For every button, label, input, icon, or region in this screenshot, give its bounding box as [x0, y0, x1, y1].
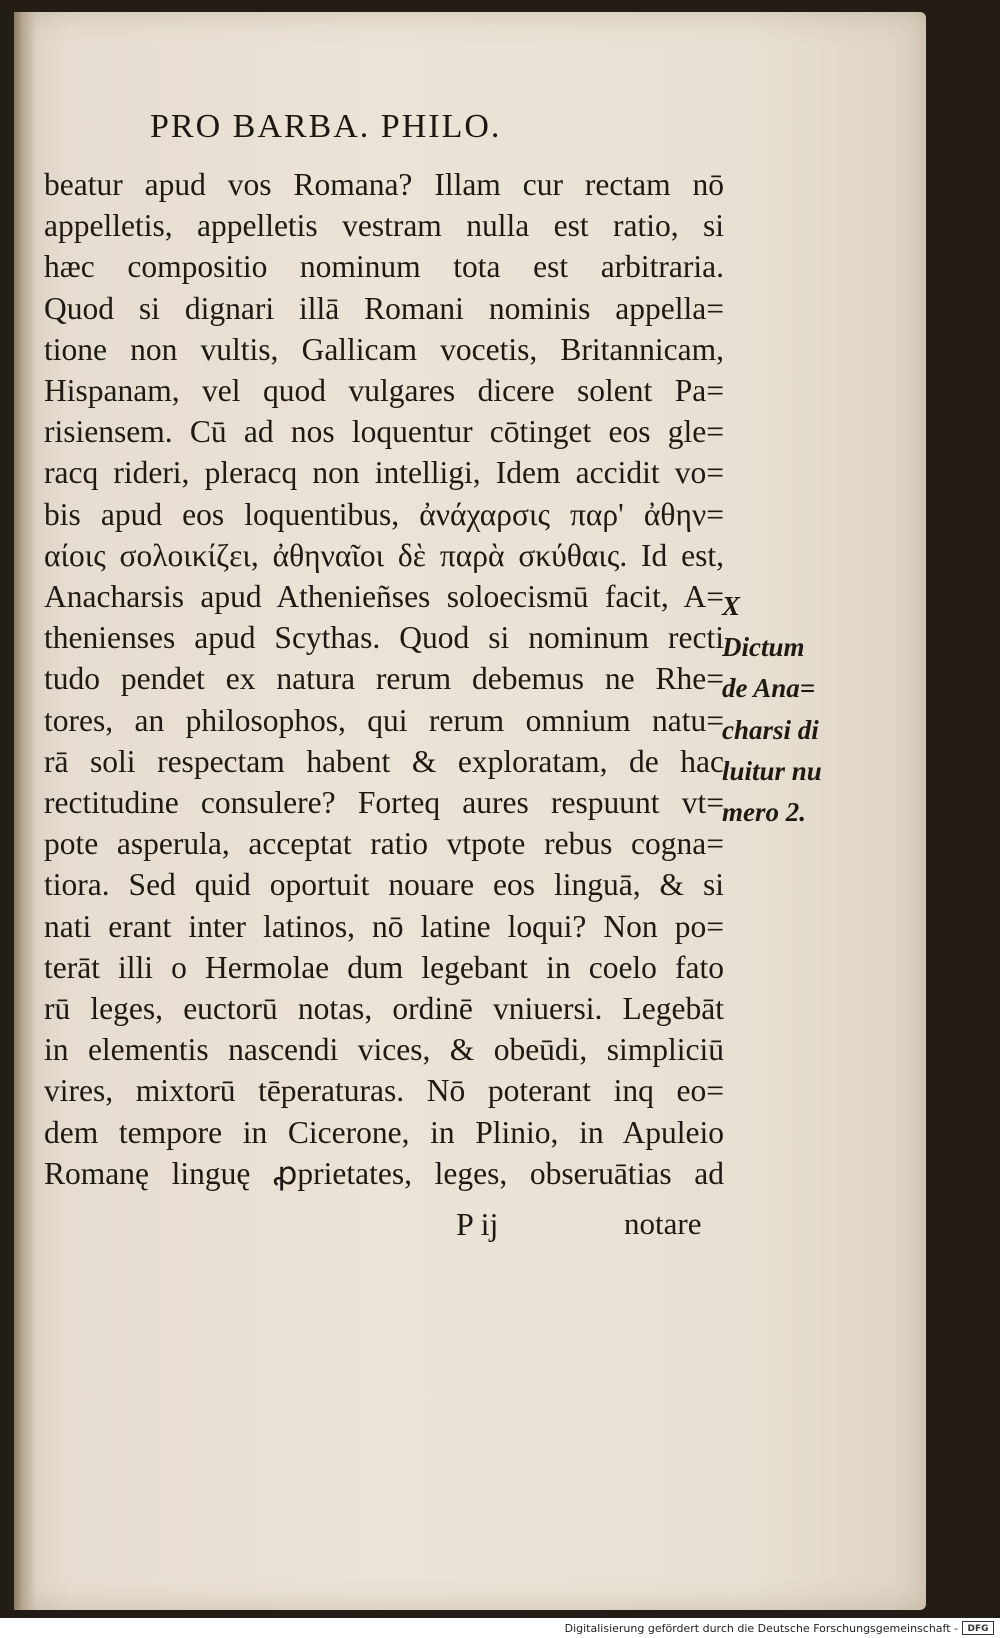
funding-credit: Digitalisierung gefördert durch die Deutsche Forschungsgemeinschaft - — [564, 1622, 958, 1635]
text-line: Quod si dignari illā Romani nominis appella= — [44, 290, 724, 326]
catchword: notare — [624, 1206, 702, 1241]
margin-note-line: de Ana= — [722, 673, 816, 704]
footer-bar — [0, 1618, 1000, 1638]
margin-note-line: mero 2. — [722, 797, 806, 828]
text-line: rā soli respectam habent & exploratam, de hac — [44, 743, 724, 779]
binding-gutter — [14, 12, 36, 1610]
text-line: risiensem. Cū ad nos loquentur cōtinget eos gle= — [44, 414, 724, 450]
text-line: vires, mixtorū tēperaturas. Nō poterant inq eo= — [44, 1073, 724, 1109]
text-line: rū leges, euctorū notas, ordinē vniuersi. Legebāt — [44, 991, 724, 1027]
text-line: hæc compositio nominum tota est arbitraria. — [44, 249, 724, 285]
margin-note-line: Dictum — [722, 632, 805, 663]
margin-note-line: X — [722, 591, 741, 621]
running-head: PRO BARBA. PHILO. — [150, 108, 502, 145]
margin-note-line: charsi di — [722, 714, 819, 745]
text-line: rectitudine consulere? Forteq aures respuunt vt= — [44, 785, 724, 821]
text-line: beatur apud vos Romana? Illam cur rectam nō — [44, 167, 724, 202]
text-line: tiora. Sed quid oportuit nouare eos linguā, & si — [44, 867, 724, 903]
marginal-note — [722, 586, 852, 833]
text-line: pote asperula, acceptat ratio vtpote rebus cogna= — [44, 826, 724, 862]
text-line: αίοις σολοικίζει, ἀθηναῖοι δὲ παρὰ σκύθαις. Id est, — [44, 537, 724, 573]
text-line: nati erant inter latinos, nō latine loqui? Non po= — [44, 908, 724, 944]
text-line: Anacharsis apud Athenieñses soloecismū facit, A= — [44, 579, 724, 615]
text-line: racq rideri, pleracq non intelligi, Idem accidit vo= — [44, 455, 724, 491]
dfg-logo: DFG — [962, 1621, 994, 1635]
text-line: tores, an philosophos, qui rerum omnium natu= — [44, 702, 724, 738]
body-text — [44, 164, 724, 1194]
text-line: tudo pendet ex natura rerum debemus ne Rhe= — [44, 661, 724, 697]
text-line: in elementis nascendi vices, & obeūdi, simpliciū — [44, 1032, 724, 1068]
text-line: Romanę linguę ꝓprietates, leges, obseruātias ad — [44, 1155, 724, 1191]
text-line: terāt illi o Hermolae dum legebant in coelo fato — [44, 949, 724, 985]
text-line: dem tempore in Cicerone, in Plinio, in Apuleio — [44, 1114, 724, 1150]
text-line: appelletis, appelletis vestram nulla est ratio, si — [44, 208, 724, 244]
text-line: Hispanam, vel quod vulgares dicere solent Pa= — [44, 373, 724, 409]
text-line: bis apud eos loquentibus, ἀνάχαρσις παρ' ἀθην= — [44, 496, 724, 532]
margin-note-line: luitur nu — [722, 755, 822, 786]
text-line: tione non vultis, Gallicam vocetis, Britannicam, — [44, 331, 724, 367]
signature-mark: P ij — [456, 1206, 499, 1242]
text-line: thenienses apud Scythas. Quod si nominum recti — [44, 620, 724, 656]
